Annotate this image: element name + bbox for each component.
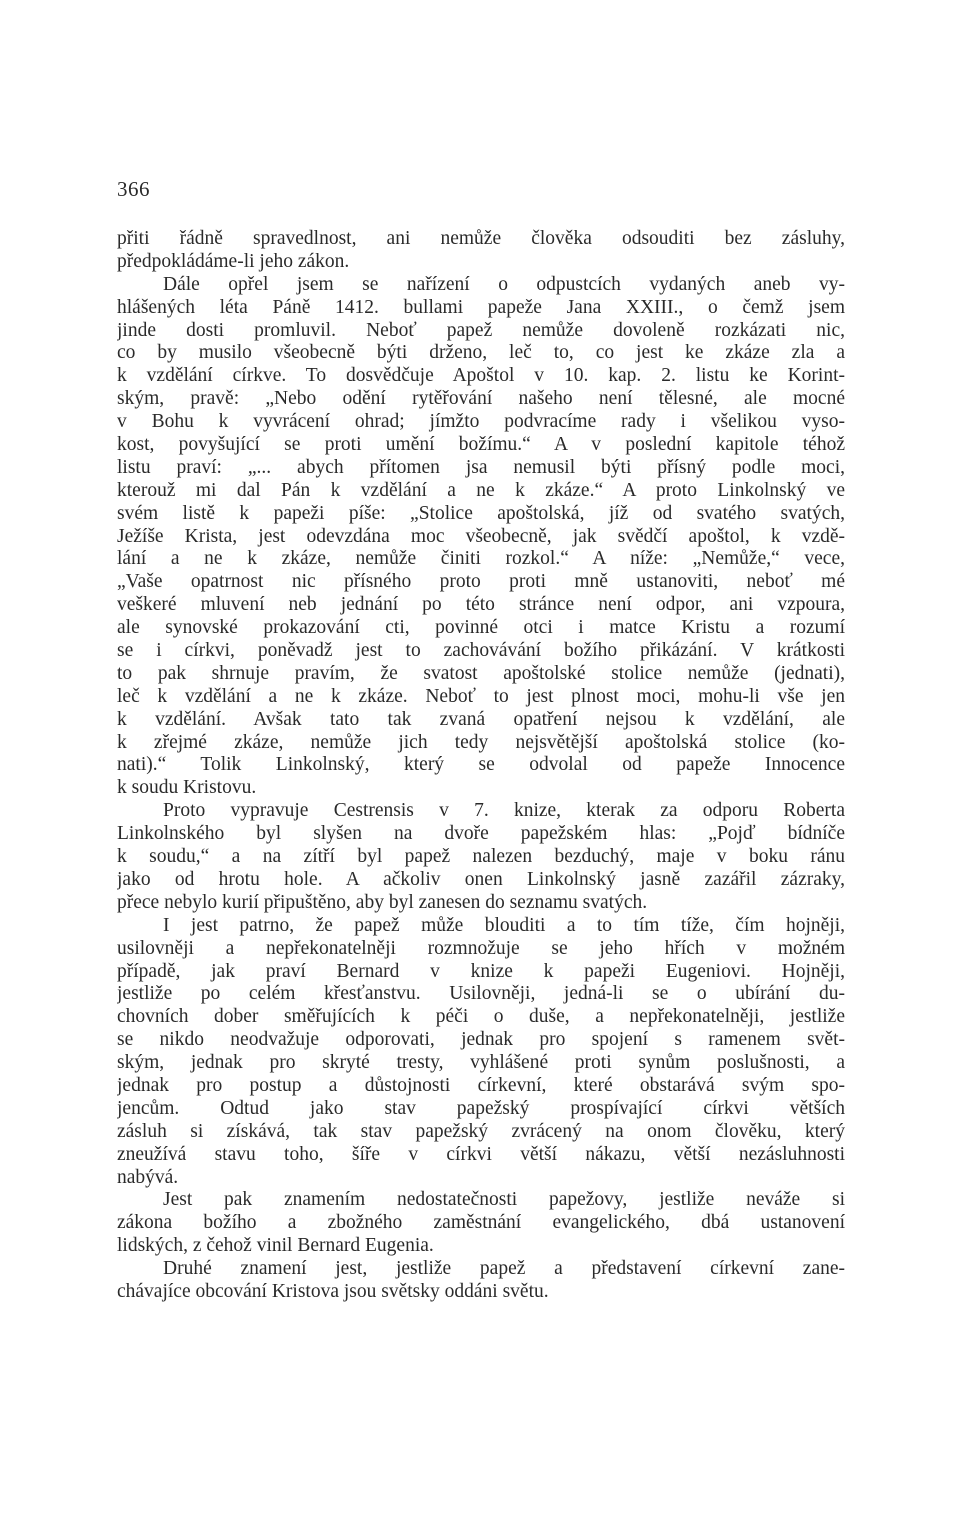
text-line: veškeré mluvení neb jednání po této stránce není odpor, ani vzpoura, xyxy=(117,594,845,616)
text-line: nati).“ Tolik Linkolnský, který se odvolal od papeže Innocence xyxy=(117,754,845,776)
text-line: to pak shrnuje pravím, že svatost apoštolské stolice nemůže (jednati), xyxy=(117,662,845,684)
body-text xyxy=(117,228,845,1304)
text-line: jestliže po celém křesťanstvu. Usilovněji, jedná-li se o ubírání du- xyxy=(117,983,845,1005)
text-line: Linkolnského byl slyšen na dvoře papežském hlas: „Pojď bídníče xyxy=(117,823,845,845)
text-line: Proto vypravuje Cestrensis v 7. knize, kterak za odporu Roberta xyxy=(163,800,845,822)
page-number: 366 xyxy=(117,177,150,201)
text-line: Ježíše Krista, jest odevzdána moc všeobecně, jak svědčí apoštol, k vzdě- xyxy=(117,525,845,547)
text-line: ským, jednak pro skryté tresty, vyhlášené proti synům poslušnosti, a xyxy=(117,1052,845,1074)
text-line: zneužívá stavu toho, šíře v církvi větší nákazu, větší nezásluhnosti xyxy=(117,1143,845,1165)
text-line: Druhé znamení jest, jestliže papež a představení církevní zane- xyxy=(163,1258,845,1280)
text-line: nabývá. xyxy=(117,1166,179,1188)
text-line: lání a ne k zkáze, nemůže činiti rozkol.“ A níže: „Nemůže,“ vece, xyxy=(117,548,845,570)
text-line: přece nebylo kurií připuštěno, aby byl zanesen do seznamu svatých. xyxy=(117,891,648,913)
text-line: co by musilo všeobecně býti drženo, leč to, co jest ke zkáze zla a xyxy=(117,342,845,364)
text-line: „Vaše opatrnost nic přísného proto proti mně ustanoviti, neboť mé xyxy=(117,571,845,593)
text-line: I jest patrno, že papež může blouditi a to tím tíže, čím hojněji, xyxy=(163,914,845,936)
text-line: k soudu Kristovu. xyxy=(117,777,257,799)
text-line: zásluh si získává, tak stav papežský zvrácený na onom člověku, který xyxy=(117,1120,845,1142)
text-line: se i církvi, poněvadž jest to zachovávání božího přikázání. V krátkosti xyxy=(117,640,845,662)
text-line: Jest pak znamením nedostatečnosti papežovy, jestliže neváže si xyxy=(163,1189,845,1211)
text-line: zákona božího a zbožného zaměstnání evangelického, dbá ustanovení xyxy=(117,1212,845,1234)
text-line: předpokládáme-li jeho zákon. xyxy=(117,250,350,272)
text-line: jednak pro postup a důstojnosti církevní, které obstarává svým spo- xyxy=(117,1074,845,1096)
text-line: jinde dosti promluvil. Neboť papež nemůže dovoleně rozkázati nic, xyxy=(117,319,845,341)
text-line: ským, pravě: „Nebo odění rytěřování našeho není tělesné, ale mocné xyxy=(117,388,845,410)
text-line: se nikdo neodvažuje odporovati, jednak pro spojení s ramenem svět- xyxy=(117,1029,845,1051)
text-line: kterouž mi dal Pán k vzdělání a ne k zkáze.“ A proto Linkolnský ve xyxy=(117,479,845,501)
text-line: chávajíce obcování Kristova jsou světsky oddáni světu. xyxy=(117,1280,549,1302)
text-line: k zřejmé zkáze, nemůže jich tedy nejsvětější apoštolská stolice (ko- xyxy=(117,731,845,753)
text-line: svém listě k papeži píše: „Stolice apoštolská, jíž od svatého svatých, xyxy=(117,502,845,524)
text-line: chovních dober směřujících k péči o duše, a nepřekonatelněji, jestliže xyxy=(117,1006,845,1028)
text-line: kost, povyšující se proti umění božímu.“ A v poslední kapitole téhož xyxy=(117,434,845,456)
text-line: leč k vzdělání a ne k zkáze. Neboť to jest plnost moci, mohu-li vše jen xyxy=(117,685,845,707)
text-line: v Bohu k vyvrácení ohrad; jímžto podvracíme rady i všelikou vyso- xyxy=(117,411,845,433)
text-line: Dále opřel jsem se nařízení o odpustcích vydaných aneb vy- xyxy=(163,273,845,295)
text-line: případě, jak praví Bernard v knize k papeži Eugeniovi. Hojněji, xyxy=(117,960,845,982)
text-line: hlášených léta Páně 1412. bullami papeže Jana XXIII., o čemž jsem xyxy=(117,296,845,318)
text-line: jako od hrotu hole. A ačkoliv onen Linkolnský jasně zazářil zázraky, xyxy=(117,868,845,890)
text-line: přiti řádně spravedlnost, ani nemůže člověka odsouditi bez zásluhy, xyxy=(117,228,845,249)
text-line: k vzdělání. Avšak tato tak zvaná opatření nejsou k vzdělání, ale xyxy=(117,708,845,730)
text-line: ale synovské prokazování cti, povinné otci i matce Kristu a rozumí xyxy=(117,617,845,639)
text-line: usilovněji a nepřekonatelněji rozmnožuje se jeho hřích v možném xyxy=(117,937,845,959)
text-line: listu praví: „... abych přítomen jsa nemusil býti přísný podle moci, xyxy=(117,456,845,478)
text-line: lidských, z čehož vinil Bernard Eugenia. xyxy=(117,1235,434,1257)
text-line: k soudu,“ a na zítří byl papež nalezen bezduchý, maje v boku ránu xyxy=(117,846,845,868)
text-line: k vzdělání církve. To dosvědčuje Apoštol v 10. kap. 2. listu ke Korint- xyxy=(117,365,845,387)
text-line: jencům. Odtud jako stav papežský prospívající církvi větších xyxy=(117,1097,845,1119)
